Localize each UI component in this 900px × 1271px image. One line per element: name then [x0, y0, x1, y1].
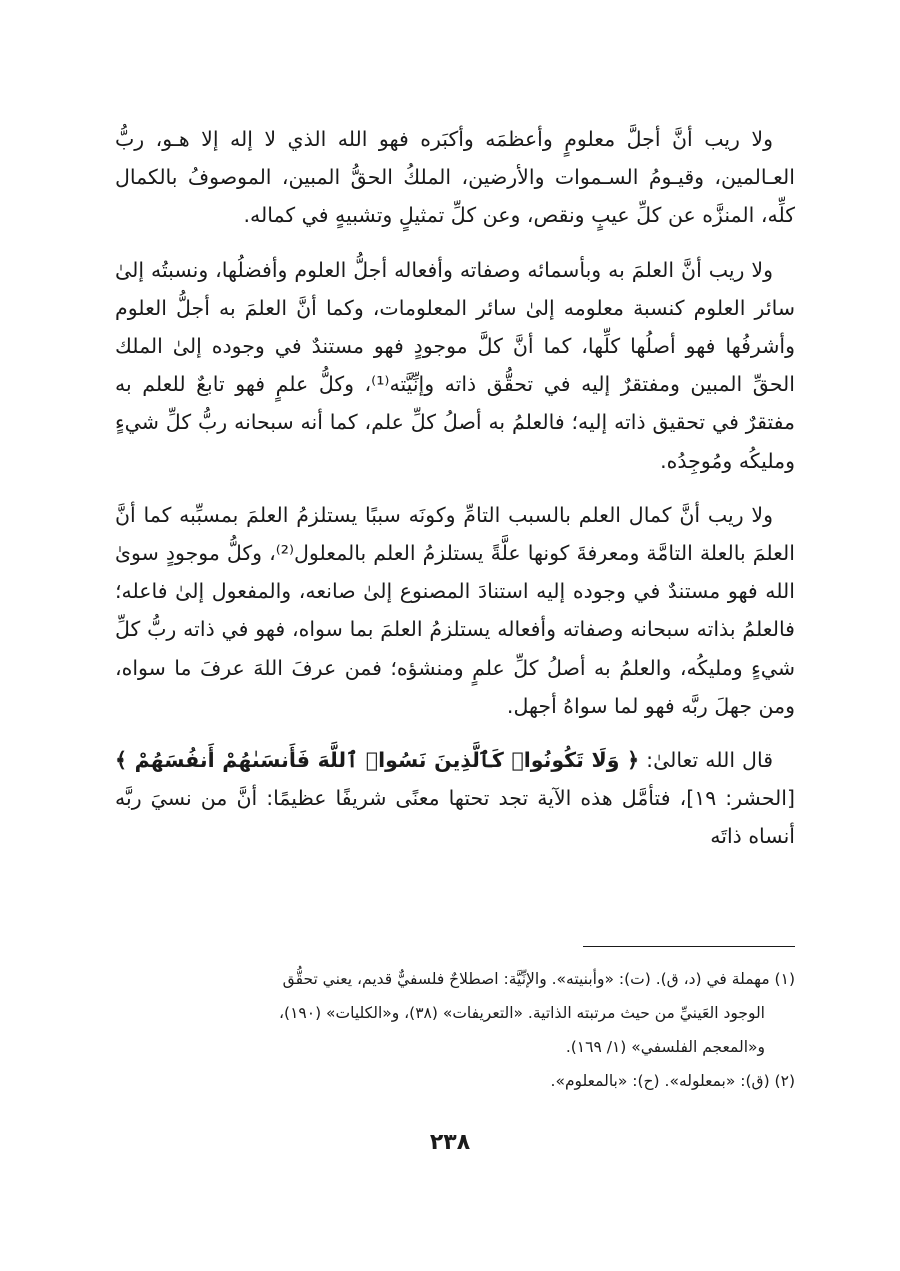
paragraph-1: ولا ريب أنَّ أجلَّ معلومٍ وأعظمَه وأكبَره فهو الله الذي لا إله إلا هـو، ربُّ العـالمين، وقيـومُ السـموات والأرضين، الملكُ الحقُّ المبين، الموصوفُ بالكمال كلِّه، المنزَّه عن كلِّ عيبٍ ونقص، وعن كلِّ تمثيلٍ وتشبيهٍ في كماله. — [115, 127, 795, 228]
footnote-2: (٢) (ق): «بمعلوله». (ح): «بالمعلوم». — [550, 1072, 795, 1090]
footnote-1-line-2: الوجود العَينيِّ من حيث مرتبته الذاتية. «التعريفات» (٣٨)، و«الكليات» (١٩٠)، — [279, 1004, 765, 1022]
paragraph-2: ولا ريب أنَّ العلمَ به وبأسمائه وصفاته وأفعاله أجلُّ العلوم وأفضلُها، ونسبتُه إلىٰ سائر العلوم كنسبة معلومه إلىٰ سائر المعلومات، وكما أنَّ العلمَ به أجلُّ العلوم وأشرفُها فهو أصلُها كلِّها، كما أنَّ كلَّ موجودٍ فهو مستندٌ في وجوده إلىٰ الملك الحقِّ المبين ومفتقرٌ إليه في تحقُّق ذاته وإنِّيَّته⁽¹⁾، وكلُّ علمٍ فهو تابعٌ للعلم به مفتقرٌ في تحقيق ذاته إليه؛ فالعلمُ به أصلُ كلِّ علم، كما أنه سبحانه ربُّ كلِّ شيءٍ ومليكُه ومُوجِدُه. — [115, 257, 795, 473]
quran-verse: ﴿ وَلَا تَكُونُوا۟ كَٱلَّذِينَ نَسُوا۟ ٱللَّهَ فَأَنسَىٰهُمْ أَنفُسَهُمْ ﴾ — [115, 748, 640, 773]
footnote-1-line-1: (١) مهملة في (د، ق). (ت): «وأبنيته». والإنِّيَّة: اصطلاحٌ فلسفيٌّ قديم، يعني تحقُّق — [282, 970, 795, 988]
paragraph-4-rest: [الحشر: ١٩]، فتأمَّل هذه الآية تجد تحتها معنًى شريفًا عظيمًا: أنَّ من نسيَ ربَّه أنساه ذاتَه — [115, 786, 795, 849]
paragraph-4-intro: قال الله تعالىٰ: — [639, 748, 773, 773]
footnote-divider — [583, 946, 795, 947]
footnote-1-line-3: و«المعجم الفلسفي» (١/ ١٦٩). — [565, 1038, 765, 1056]
footnotes — [115, 962, 795, 1098]
paragraph-4 — [115, 741, 795, 856]
page-number: ٢٣٨ — [429, 1130, 471, 1155]
main-text — [115, 120, 795, 872]
paragraph-3: ولا ريب أنَّ كمال العلم بالسبب التامِّ وكونَه سببًا يستلزمُ العلمَ بمسبِّبه كما أنَّ العلمَ بالعلة التامَّة ومعرفةَ كونها علَّةً يستلزمُ العلم بالمعلول⁽²⁾، وكلُّ موجودٍ سوىٰ الله فهو مستندٌ في وجوده إليه استنادَ المصنوع إلىٰ صانعه، والمفعول إلىٰ فاعله؛ فالعلمُ بذاته سبحانه وصفاته وأفعاله يستلزمُ العلمَ بما سواه، فهو في ذاته ربُّ كلِّ شيءٍ ومليكُه، والعلمُ به أصلُ كلِّ علمٍ ومنشؤه؛ فمن عرفَ اللهَ عرفَ ما سواه، ومن جهلَ ربَّه فهو لما سواهُ أجهل. — [115, 502, 795, 718]
